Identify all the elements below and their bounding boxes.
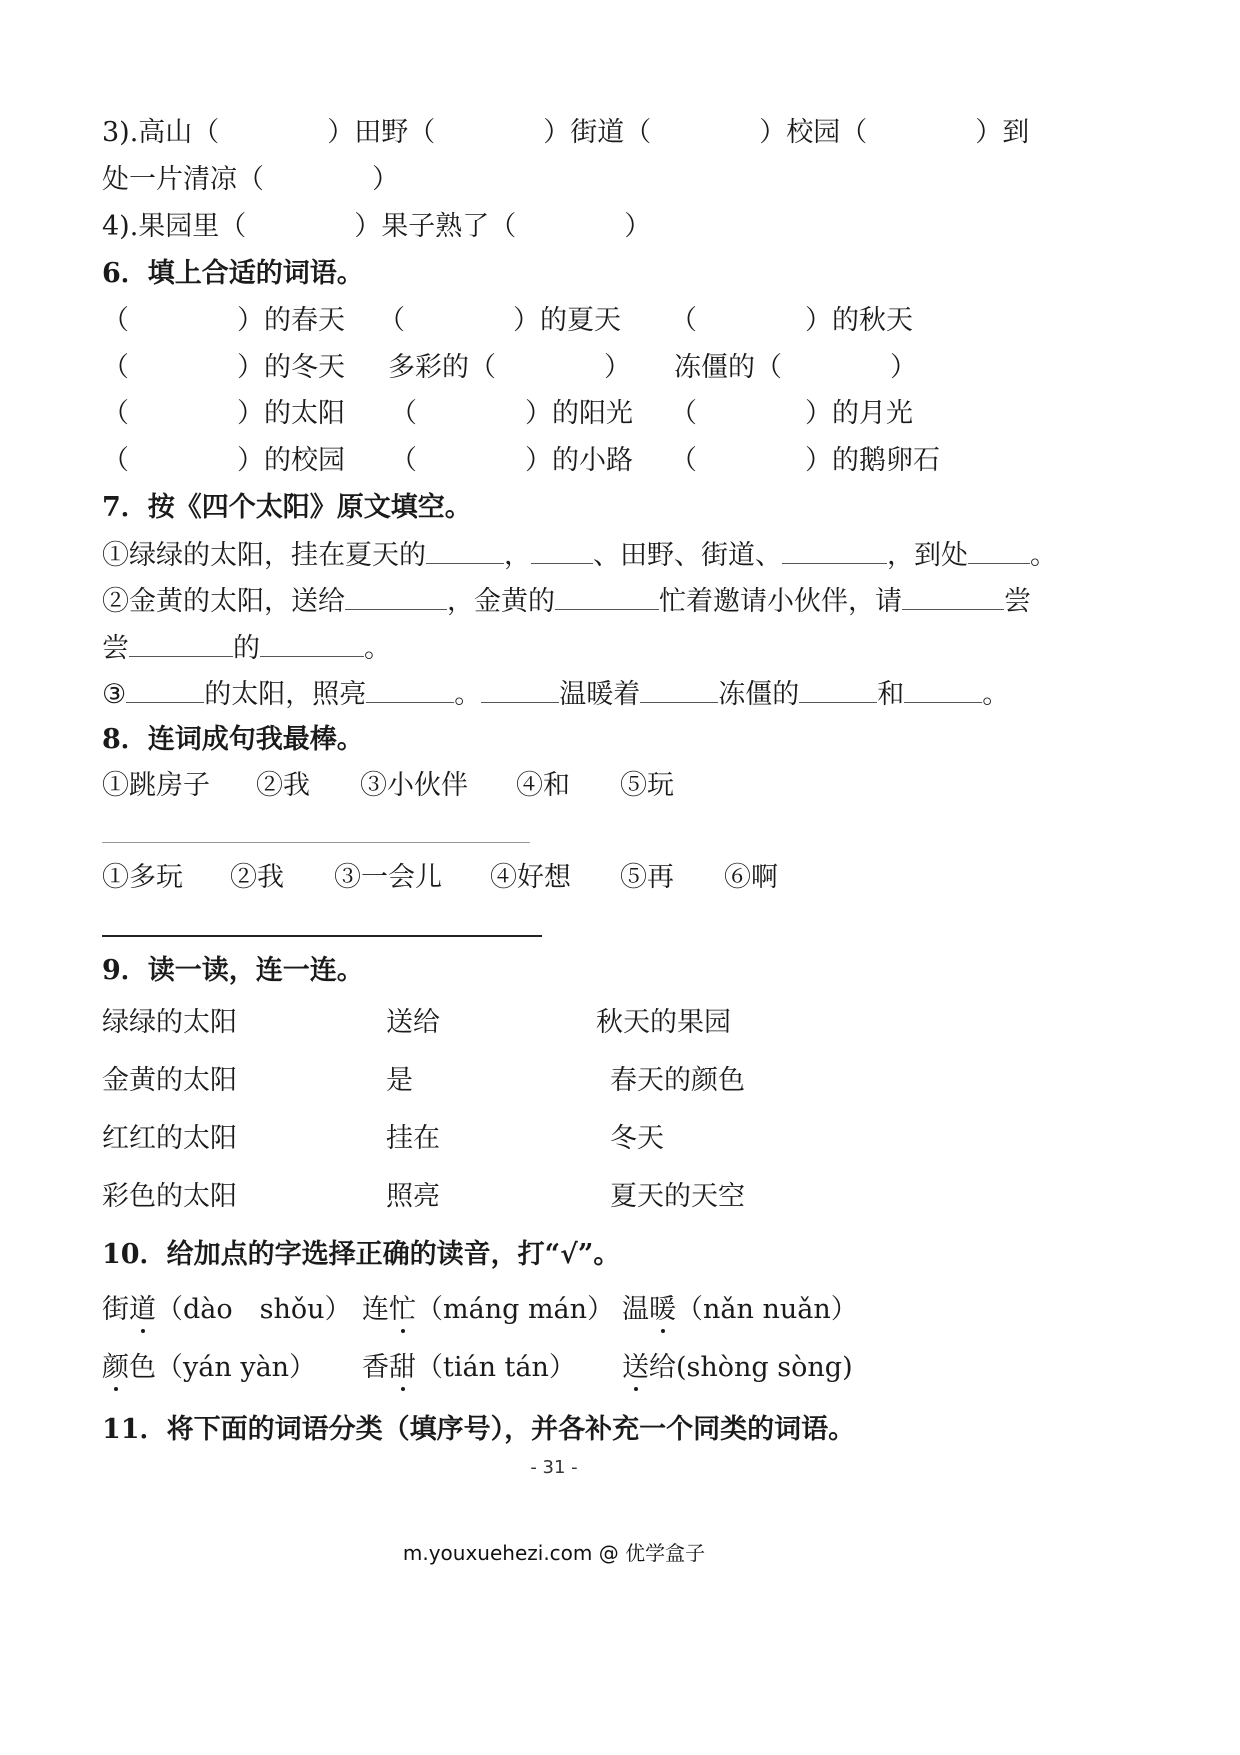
q7-line-4: ③ 的太阳，照亮 。 温暖着 冻僵的 和 。	[102, 676, 1009, 712]
q9-right-item: 冬天	[610, 1123, 664, 1154]
q6-item: （ ）的太阳	[102, 398, 345, 429]
q7-line-3: 尝 的 。	[102, 630, 391, 666]
q9-left-item: 红红的太阳	[102, 1123, 237, 1154]
q8-word: ③一会儿	[334, 862, 442, 893]
q6-title: 6．填上合适的词语。	[102, 258, 364, 289]
q11-title: 11．将下面的词语分类（填序号），并各补充一个同类的词语。	[102, 1414, 856, 1445]
q9-mid-item: 照亮	[386, 1181, 440, 1212]
q9-mid-item: 送给	[386, 1007, 440, 1038]
q6-item: （ ）的月光	[670, 398, 913, 429]
q5-line-3a: 3).高山（ ）田野（ ）街道（ ）校园（ ）到	[102, 117, 1030, 148]
q6-item: （ ）的夏天	[378, 305, 621, 336]
q9-left-item: 彩色的太阳	[102, 1181, 237, 1212]
q8-word: ④和	[516, 770, 570, 801]
q8-word: ①多玩	[102, 862, 183, 893]
q9-mid-item: 挂在	[386, 1123, 440, 1154]
q6-item: 冻僵的（ ）	[674, 352, 917, 383]
q10-item: 颜色（yán yàn）	[102, 1352, 317, 1383]
q9-mid-item: 是	[386, 1065, 413, 1096]
q6-item: （ ）的鹅卵石	[670, 445, 940, 476]
footer-watermark: m.youxuehezi.com @ 优学盒子	[402, 1541, 706, 1565]
q8-word: ①跳房子	[102, 770, 210, 801]
q6-item: （ ）的阳光	[390, 398, 633, 429]
q7-line-1: ①绿绿的太阳，挂在夏天的 ， 、田野、街道、 ，到处 。	[102, 537, 1057, 573]
q9-right-item: 夏天的天空	[610, 1181, 745, 1212]
q8-word: ⑤再	[620, 862, 674, 893]
page-number: - 31 -	[530, 1457, 578, 1478]
q8-word: ②我	[256, 770, 310, 801]
q7-title: 7．按《四个太阳》原文填空。	[102, 492, 472, 523]
q6-item: （ ）的小路	[390, 445, 633, 476]
q9-right-item: 秋天的果园	[596, 1007, 731, 1038]
q10-title: 10．给加点的字选择正确的读音，打“√”。	[102, 1239, 621, 1270]
q6-item: 多彩的（ ）	[388, 352, 631, 383]
q6-item: （ ）的春天	[102, 305, 345, 336]
q8-word: ④好想	[490, 862, 571, 893]
q10-item: 温暖（nǎn nuǎn）	[622, 1294, 858, 1325]
q7-line-2: ②金黄的太阳，送给 ，金黄的 忙着邀请小伙伴，请 尝	[102, 583, 1031, 619]
q5-line-4: 4).果园里（ ）果子熟了（ ）	[102, 211, 652, 242]
q8-word: ③小伙伴	[360, 770, 468, 801]
q9-title: 9．读一读，连一连。	[102, 955, 364, 986]
q10-item: 连忙（máng mán）	[362, 1294, 615, 1325]
q6-item: （ ）的秋天	[670, 305, 913, 336]
q9-left-item: 绿绿的太阳	[102, 1007, 237, 1038]
q9-right-item: 春天的颜色	[610, 1065, 745, 1096]
q8-word: ⑤玩	[620, 770, 674, 801]
q8-title: 8．连词成句我最棒。	[102, 724, 364, 755]
q6-item: （ ）的校园	[102, 445, 345, 476]
q8-word: ②我	[230, 862, 284, 893]
q5-line-3b: 处一片清凉（ ）	[102, 164, 399, 195]
answer-line	[102, 842, 530, 843]
q10-item: 香甜（tián tán）	[362, 1352, 576, 1383]
q6-item: （ ）的冬天	[102, 352, 345, 383]
q10-item: 街道（dào shǒu）	[102, 1294, 352, 1325]
q9-left-item: 金黄的太阳	[102, 1065, 237, 1096]
q8-word: ⑥啊	[724, 862, 778, 893]
q10-item: 送给(shòng sòng)	[622, 1352, 853, 1383]
answer-line	[102, 935, 542, 937]
